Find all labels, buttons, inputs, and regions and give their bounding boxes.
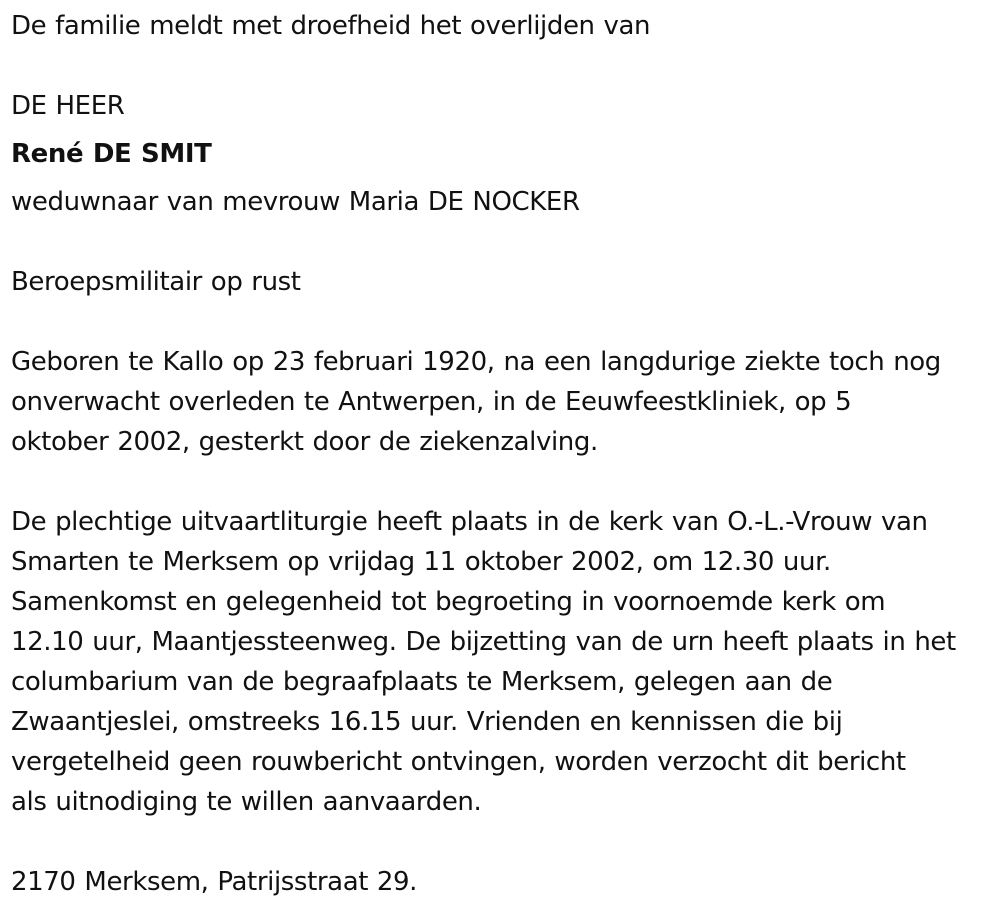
paragraph-line: oktober 2002, gesterkt door de ziekenzalving. (11, 427, 598, 457)
paragraph-line: als uitnodiging te willen aanvaarden. (11, 787, 482, 817)
deceased-name: René DE SMIT (11, 139, 212, 169)
paragraph-line: De plechtige uitvaartliturgie heeft plaats in de kerk van O.-L.-Vrouw van (11, 507, 928, 537)
occupation-text: Beroepsmilitair op rust (11, 267, 301, 297)
spacer (11, 302, 991, 342)
paragraph-line: onverwacht overleden te Antwerpen, in de Eeuwfeestkliniek, op 5 (11, 387, 852, 417)
spacer (11, 46, 991, 86)
birth-death-paragraph (11, 342, 991, 462)
paragraph-line: Smarten te Merksem op vrijdag 11 oktober 2002, om 12.30 uur. (11, 547, 831, 577)
spacer (11, 462, 991, 502)
paragraph-line: Samenkomst en gelegenheid tot begroeting in voornoemde kerk om (11, 587, 886, 617)
death-notice (11, 6, 991, 902)
paragraph-line: Zwaantjeslei, omstreeks 16.15 uur. Vrienden en kennissen die bij (11, 707, 843, 737)
honorific-title: DE HEER (11, 91, 125, 121)
spacer (11, 222, 991, 262)
relation-text: weduwnaar van mevrouw Maria DE NOCKER (11, 187, 580, 217)
address-text: 2170 Merksem, Patrijsstraat 29. (11, 867, 418, 897)
paragraph-line: Geboren te Kallo op 23 februari 1920, na een langdurige ziekte toch nog (11, 347, 941, 377)
paragraph-line: columbarium van de begraafplaats te Merksem, gelegen aan de (11, 667, 833, 697)
paragraph-line: 12.10 uur, Maantjessteenweg. De bijzetting van de urn heeft plaats in het (11, 627, 956, 657)
intro-text: De familie meldt met droefheid het overlijden van (11, 11, 651, 41)
funeral-paragraph (11, 502, 991, 822)
spacer (11, 822, 991, 862)
paragraph-line: vergetelheid geen rouwbericht ontvingen, worden verzocht dit bericht (11, 747, 906, 777)
